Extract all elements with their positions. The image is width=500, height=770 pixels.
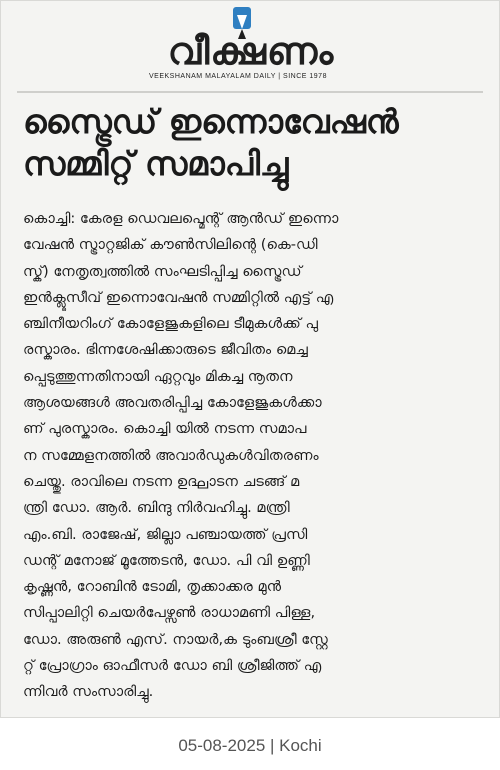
body-line: പ്പെടുത്തുന്നതിനായി ഏറ്റവും മികച്ച നൂതന: [23, 367, 293, 385]
headline-line: സ്ട്രൈഡ് ഇന്നൊവേഷൻ: [23, 102, 399, 141]
headline-line: സമ്മിറ്റ് സമാപിച്ചു: [23, 144, 289, 183]
body-line: സിപ്പാലിറ്റി ചെയർപേഴ്സൺ രാധാമണി പിള്ള,: [23, 604, 316, 622]
body-line: കൊച്ചി: കേരള ഡെവലപ്മെന്റ് ആൻഡ് ഇന്നൊ: [23, 210, 339, 227]
newspaper-tagline: VEEKSHANAM MALAYALAM DAILY | SINCE 1978: [149, 73, 327, 80]
masthead-divider: [17, 91, 483, 93]
newspaper-logo: വീക്ഷണം: [167, 29, 335, 73]
article-headline: [23, 101, 493, 185]
body-line: രസ്കാരം. ഭിന്നശേഷിക്കാരുടെ ജീവിതം മെച്ച: [23, 341, 308, 359]
body-line: ഡോ. അരുൺ എസ്. നായർ,ക ടുംബശ്രീ സ്റ്റേ: [23, 630, 328, 648]
body-line: ന സമ്മേളനത്തിൽ അവാർഡുകൾവിതരണം: [23, 446, 319, 464]
body-line: സ്ക്) നേതൃത്വത്തിൽ സംഘടിപ്പിച്ച സ്ട്രൈഡ്: [23, 262, 302, 280]
body-line: ന്ത്രി ഡോ. ആർ. ബിന്ദു നിർവഹിച്ചു. മന്ത്രി: [23, 499, 290, 517]
body-line: ന്നിവർ സംസാരിച്ചു.: [23, 683, 154, 701]
body-line: എം.ബി. രാജേഷ്, ജില്ലാ പഞ്ചായത്ത് പ്രസി: [23, 525, 308, 543]
masthead: [1, 1, 500, 91]
body-line: ചെയ്തു. രാവിലെ നടന്ന ഉദ്ഘാടന ചടങ്ങ് മ: [23, 472, 300, 490]
body-line: ഞ്ചിനീയറിംഗ് കോളേജുകളിലെ ടീമുകൾക്ക് പു: [23, 315, 318, 333]
article-body: [23, 206, 487, 706]
body-line: ആശയങ്ങൾ അവതരിപ്പിച്ച കോളേജുകൾക്കാ: [23, 394, 322, 412]
body-line: വേഷൻ സ്ട്രാറ്റജിക് കൗൺസിലിന്റെ (കെ-ഡി: [23, 236, 318, 254]
body-line: കൃഷ്ണൻ, റോബിൻ ടോമി, തൃക്കാക്കര മുൻ: [23, 578, 282, 596]
body-line: ഇൻക്ലൂസീവ് ഇന്നൊവേഷൻ സമ്മിറ്റിൽ എട്ട് എ: [23, 288, 334, 306]
body-line: ഡന്റ് മനോജ് മൂത്തേടൻ, ഡോ. പി വി ഉണ്ണി: [23, 551, 310, 569]
publication-dateline: 05-08-2025 | Kochi: [178, 736, 322, 755]
body-line: ണ് പുരസ്കാരം. കൊച്ചി യിൽ നടന്ന സമാപ: [23, 420, 307, 438]
body-line: റ്റ് പ്രോഗ്രാം ഓഫീസർ ഡോ ബി ശ്രീജിത്ത് എ: [23, 657, 322, 675]
